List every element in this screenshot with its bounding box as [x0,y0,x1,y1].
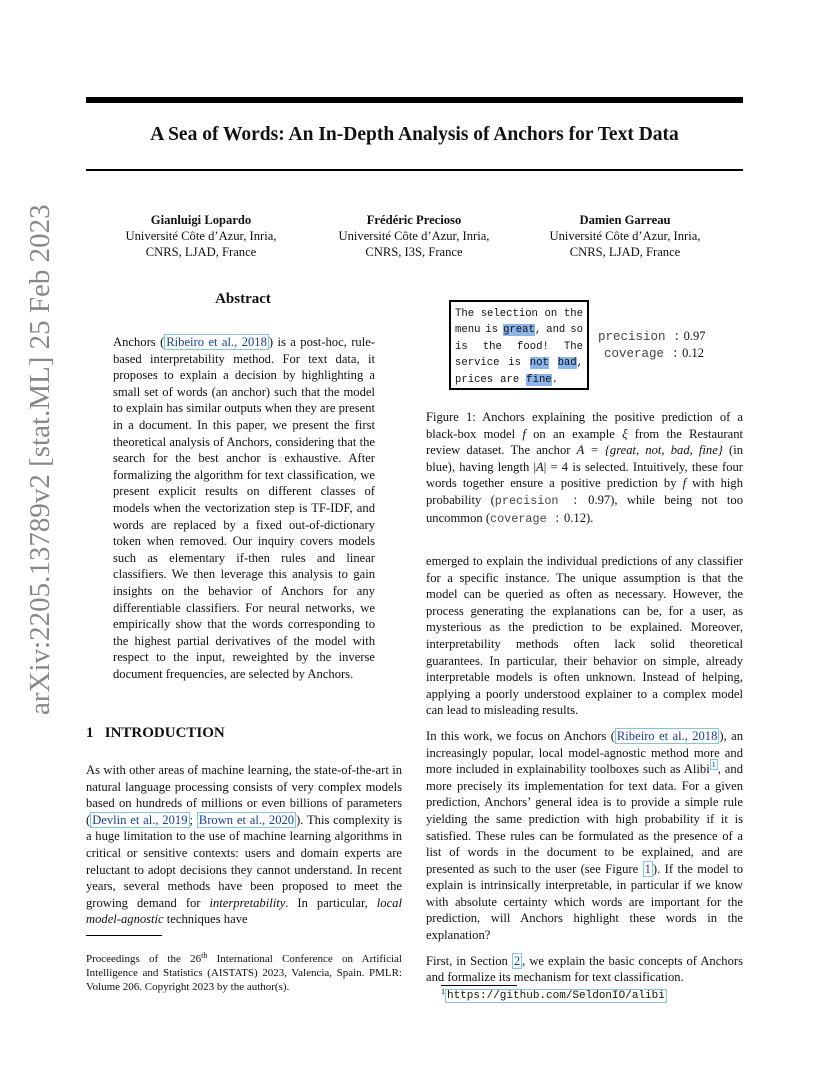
paragraph-text: First, in Section [426,953,512,968]
caption-math: = {great, not, bad, fine} [584,443,723,458]
intro-text: . In particular, [285,895,377,910]
paragraph [426,953,743,986]
example-word: is [508,357,521,370]
anchor-word-highlight: great [503,324,535,337]
author-name: Gianluigi Lopardo [150,213,252,227]
example-word: and [546,324,566,337]
footnote-url-link[interactable]: https://github.com/SeldonIO/alibi [447,990,665,1002]
author-affiliation: Université Côte d’Azur, Inria, [338,229,490,243]
caption-text: 0.97), while being not too uncommon ( [426,492,744,525]
author-1 [96,212,306,260]
intro-text: ). This complexity is a huge limitation to the use of machine learning algorithms in critical or sensitive contexts: users and domain experts are reluctant to adopt decisions they cannot understand. In recent years, several methods have been proposed to meet the growing demand for [86,812,403,910]
author-3 [520,212,730,260]
example-word: food! [517,340,549,353]
section-number: 1 [86,725,94,741]
caption-math: f [522,426,526,441]
example-word: prices [455,373,494,386]
caption-text: on an example [525,426,623,441]
footnote-mark: 1 [441,987,445,996]
url-footnote [441,988,743,1003]
paper-title: A Sea of Words: An In-Depth Analysis of Anchors for Text Data [150,124,679,145]
paragraph-text: , and more precisely its implementation for text data. For a given prediction, Anchors’ general idea is to provide a simple rule yielding the same prediction with high probability if it is satisfied. These rules can be formulated as the presence of a list of words in the document to be explained, and are presented as such to the user (see Figure [426,762,743,876]
figure-link[interactable]: 1 [644,861,651,876]
paragraph-text: In this work, we focus on Anchors ( [426,728,615,743]
abstract-text: ) is a post-hoc, rule-based interpretability method. For text data, it proposes to explain a decision by highlighting a small set of words (an anchor) such that the model to explain has similar outputs when they are present in a document. In this paper, we present the first theoretical analysis of Anchors, considering that the search for the best anchor is exhaustive. After formalizing the algorithm for text classification, we present explicit results on different classes of models when the vectorization step is TF-IDF, and words are replaced by a fixed out-of-dictionary token when removed. Our inquiry covers models such as elementary if-then rules and linear classifiers. We then leverage this analysis to gain insights on the behavior of Anchors for any differentiable classifiers. For neural networks, we empirically show that the words corresponding to the highest partial derivatives of the model with respect to the input, reweighted by the inverse document frequencies, are selected by Anchors. [113,335,375,681]
anchor-example-box [449,300,589,390]
author-affiliation: CNRS, LJAD, France [145,245,257,259]
example-word: The [563,340,583,353]
example-line [455,306,583,322]
arxiv-stamp: arXiv:2205.13789v2 [stat.ML] 25 Feb 2023 [24,204,56,715]
title-rule [86,169,743,171]
caption-text: | = 4 is selected. Intuitively, these four words together ensure a positive prediction by [426,459,743,491]
caption-mono: precision : [494,493,579,508]
example-word: so [570,324,583,337]
example-word: fine. [526,373,559,386]
caption-text: from the Restaurant review dataset. The anchor [426,426,744,458]
example-line [455,339,583,355]
paragraph-text: ). If the model to explain is intrinsically interpretable, in particular if we know with absolute certainty which words are important for the prediction, will Anchors highlight these words in the explanation? [426,861,743,943]
caption-math: ξ [622,426,628,441]
paragraph-text: ), an increasingly popular, local model-agnostic method more and more included in explainability toolboxes such as Alibi [426,728,743,777]
example-word: service [455,357,500,370]
example-line [455,355,583,371]
caption-math: A [576,443,585,458]
anchor-word-highlight: not [529,357,549,370]
example-word: The [455,308,475,320]
paragraph [426,728,743,944]
author-affiliation: Université Côte d’Azur, Inria, [125,229,277,243]
top-rule [86,97,743,103]
precision-value: 0.97 [683,329,706,343]
author-affiliation: CNRS, I3S, France [365,245,463,259]
author-affiliation: CNRS, LJAD, France [569,245,681,259]
example-word: selection [480,308,538,320]
caption-text: Figure 1: Anchors explaining the positive prediction of a black-box model [426,410,743,441]
abstract-heading: Abstract [215,291,271,307]
example-word: great, [503,324,542,337]
intro-text: As with other areas of machine learning, the state-of-the-art in natural language processing consists of very complex models based on hundreds of millions or even billions of parameters ( [86,763,402,827]
anchor-word-highlight: bad [557,357,577,370]
footnote-link[interactable]: 1 [711,760,716,770]
section-title: INTRODUCTION [104,725,225,741]
caption-text: 0.12). [560,510,594,525]
citation-link[interactable]: Devlin et al., 2019 [92,812,188,827]
author-name: Damien Garreau [579,213,671,227]
example-word: is [485,324,499,337]
example-word: are [500,373,520,386]
intro-text: ; [189,812,197,827]
intro-emphasis: interpretability [209,895,286,910]
section-link[interactable]: 2 [513,953,521,968]
intro-text: techniques have [163,912,248,927]
author-affiliation: Université Côte d’Azur, Inria, [549,229,701,243]
intro-emphasis: local model-agnostic [86,895,402,927]
caption-text: with high probability ( [426,476,743,507]
coverage-value: 0.12 [682,346,705,360]
example-word: the [563,308,583,320]
example-line [455,322,583,338]
example-word: bad, [557,357,583,370]
abstract-text: Anchors ( [113,335,165,349]
footnote-sup: th [201,951,208,960]
paragraph-text: , we explain the basic concepts of Anchors and formalize its mechanism for text classification. [426,953,743,985]
citation-link[interactable]: Ribeiro et al., 2018 [616,728,718,743]
caption-math: f [682,476,687,491]
coverage-label: coverage : [604,347,680,361]
footnote-text: International Conference on Artificial Intelligence and Statistics (AISTATS) 2023, Valencia, Spain. PMLR: Volume 206. Copyright 2023 by the author(s). [86,953,402,993]
citation-link[interactable]: Brown et al., 2020 [198,812,295,827]
figure-caption [426,409,743,527]
anchor-word-highlight: fine [526,373,552,386]
right-column-body [426,553,743,986]
example-word: the [482,340,502,353]
intro-paragraph [86,762,402,928]
precision-label: precision : [598,330,681,344]
footnote-rule [441,985,517,986]
abstract-body [113,334,375,682]
caption-math: A [536,459,544,474]
caption-text: (in blue), having length | [426,443,743,474]
section-heading [86,725,225,742]
example-word [530,355,549,371]
footnote-text: Proceedings of the 26 [86,953,202,965]
citation-link[interactable]: Ribeiro et al., 2018 [166,335,267,349]
anchor-metrics [598,328,706,362]
example-word: menu [455,324,481,337]
footnote-rule [86,935,162,936]
proceedings-footnote [86,952,402,994]
caption-mono: coverage : [490,511,561,526]
paragraph: emerged to explain the individual predictions of any classifier for a specific instance. The unique assumption is that the model can be queried as often as necessary. However, the process generating the explanations can be, for a user, as mysterious as the prediction to be explained. Moreover, interpretability methods often lack solid theoretical guarantees. In particular, their behavior on simple, already interpretable models is often unknown. Instead of helping, applying a poorly understood explainer to a complex model can lead to misleading results. [426,554,743,718]
example-word: on [544,308,558,320]
example-line [455,372,583,388]
example-word: is [455,340,468,353]
author-name: Frédéric Precioso [366,213,462,227]
author-2 [309,212,519,260]
